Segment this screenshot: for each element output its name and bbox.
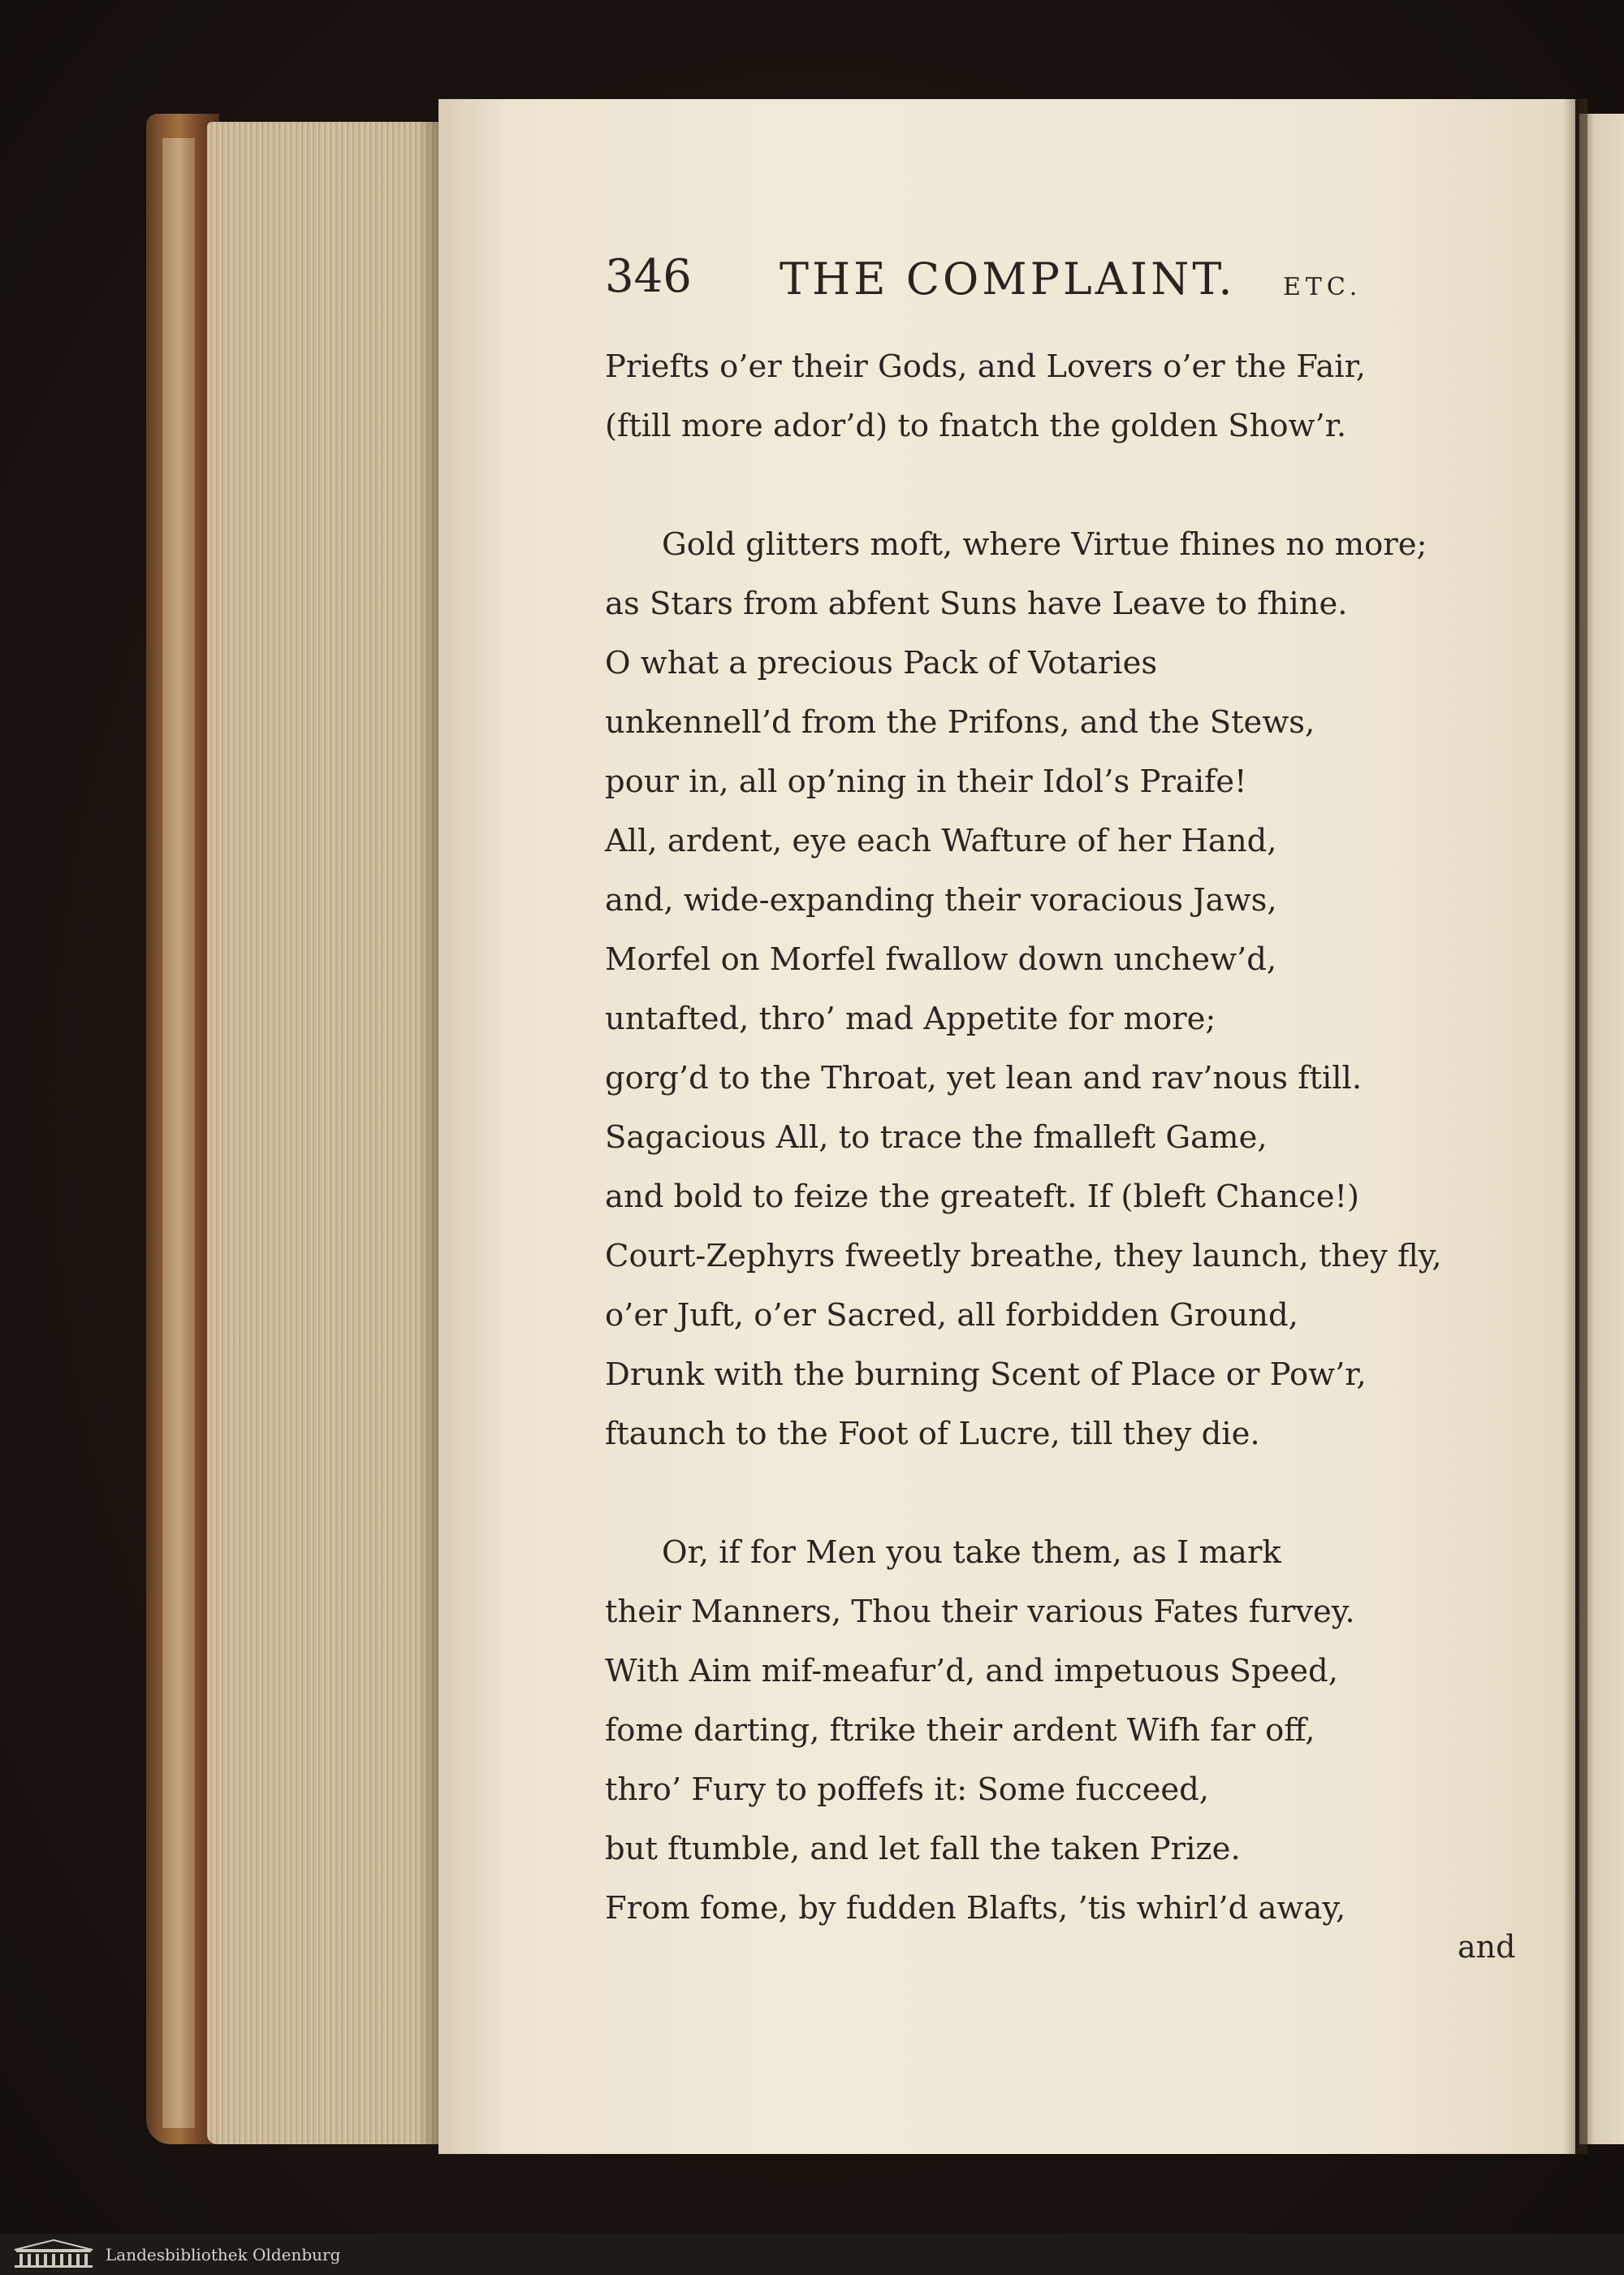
running-title-etc: ETC. xyxy=(1283,273,1363,301)
verse-line: Court-Zephyrs fweetly breathe, they launch, they fly, xyxy=(605,1238,1442,1274)
verse-line: From fome, by fudden Blafts, ’tis whirl’d away, xyxy=(605,1890,1346,1927)
verse-line: fome darting, ftrike their ardent Wifh far off, xyxy=(605,1712,1315,1749)
verse-line: and bold to feize the greateft. If (bleft Chance!) xyxy=(605,1179,1359,1215)
verse-line: untafted, thro’ mad Appetite for more; xyxy=(605,1001,1216,1037)
page-stack xyxy=(207,122,438,2144)
library-name: Landesbibliothek Oldenburg xyxy=(106,2245,341,2264)
verse-line: o’er Juft, o’er Sacred, all forbidden Ground, xyxy=(605,1297,1298,1334)
verse-line: their Manners, Thou their various Fates furvey. xyxy=(605,1594,1355,1630)
verse-line: but ftumble, and let fall the taken Prize. xyxy=(605,1831,1241,1867)
verse-text xyxy=(605,337,1442,1938)
verse-line: Or, if for Men you take them, as I mark xyxy=(662,1534,1281,1571)
verse-line: O what a precious Pack of Votaries xyxy=(605,645,1158,681)
gutter-shadow xyxy=(1563,99,1587,2154)
verse-line: gorg’d to the Throat, yet lean and rav’nous ftill. xyxy=(605,1060,1363,1096)
stanza-break xyxy=(605,1464,1417,1523)
binding-edge xyxy=(162,138,195,2128)
verse-line: Sagacious All, to trace the fmalleft Game, xyxy=(605,1119,1268,1156)
page-number: 346 xyxy=(605,250,692,303)
verse-line: thro’ Fury to poffefs it: Some fucceed, xyxy=(605,1771,1210,1808)
running-title: THE COMPLAINT. xyxy=(780,253,1236,305)
verse-line: (ftill more ador’d) to fnatch the golden Show’r. xyxy=(605,408,1347,444)
library-building-icon xyxy=(11,2238,96,2269)
verse-line: With Aim mif-meafur’d, and impetuous Speed, xyxy=(605,1653,1338,1689)
verse-line: Drunk with the burning Scent of Place or Pow’r, xyxy=(605,1356,1367,1393)
verse-line: Gold glitters moft, where Virtue fhines no more; xyxy=(662,526,1427,563)
verse-line: ftaunch to the Foot of Lucre, till they die. xyxy=(605,1416,1260,1452)
verse-line: Priefts o’er their Gods, and Lovers o’er the Fair, xyxy=(605,348,1367,385)
verse-line: as Stars from abfent Suns have Leave to fhine. xyxy=(605,586,1348,622)
verse-line: pour in, all op’ning in their Idol’s Praife! xyxy=(605,763,1247,800)
attribution-bar xyxy=(0,2234,1624,2275)
verse-line: All, ardent, eye each Wafture of her Hand, xyxy=(605,823,1277,859)
catchword: and xyxy=(1458,1929,1516,1965)
running-header xyxy=(605,244,1384,309)
verse-line: Morfel on Morfel fwallow down unchew’d, xyxy=(605,941,1277,978)
verse-line: and, wide-expanding their voracious Jaws, xyxy=(605,882,1277,919)
verse-line: unkennell’d from the Prifons, and the Stews, xyxy=(605,704,1315,741)
stanza-break xyxy=(605,456,1417,515)
